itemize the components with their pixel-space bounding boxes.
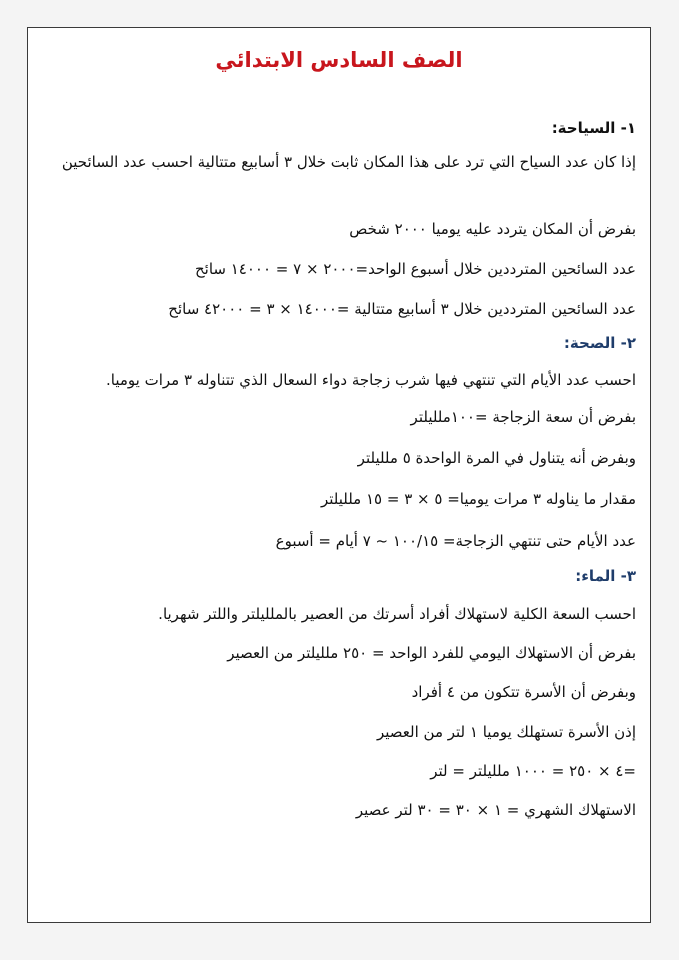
paragraph: احسب عدد الأيام التي تنتهي فيها شرب زجاجة دواء السعال الذي تتناوله ٣ مرات يوميا. xyxy=(106,371,636,389)
paragraph: بفرض أن سعة الزجاجة =١٠٠مللیلتر xyxy=(410,408,636,426)
section-heading-tourism: ١- السياحة: xyxy=(551,119,636,137)
paragraph: الاستهلاك الشهري = ١ × ٣٠ = ٣٠ لتر عصير xyxy=(355,801,636,819)
paragraph: إذا كان عدد السياح التي ترد على هذا المكان ثابت خلال ٣ أسابيع متتالية احسب عدد السائحين xyxy=(61,153,636,171)
section-heading-water: ٣- الماء: xyxy=(575,567,636,585)
document-page xyxy=(27,27,651,923)
paragraph: مقدار ما يناوله ٣ مرات يوميا= ٥ × ٣ = ١٥ مللیلتر xyxy=(320,490,636,508)
section-heading-health: ٢- الصحة: xyxy=(563,334,636,352)
paragraph: =٤ × ٢٥٠ = ١٠٠٠ مللیلتر = لتر xyxy=(430,762,636,780)
paragraph: عدد السائحين المترددين خلال أسبوع الواحد=٢٠٠٠ × ٧ = ١٤٠٠٠ سائح xyxy=(194,260,636,278)
paragraph: وبفرض أنه يتناول في المرة الواحدة ٥ مللیلتر xyxy=(357,449,636,467)
paragraph: إذن الأسرة تستهلك يوميا ١ لتر من العصير xyxy=(376,723,636,741)
paragraph: وبفرض أن الأسرة تتكون من ٤ أفراد xyxy=(411,683,636,701)
paragraph: بفرض أن الاستهلاك اليومي للفرد الواحد = ٢٥٠ مللیلتر من العصير xyxy=(227,644,636,662)
paragraph: عدد الأيام حتى تنتهي الزجاجة= ١٠٠/١٥ ~ ٧ أيام = أسبوع xyxy=(275,532,636,550)
page-title: الصف السادس الابتدائي xyxy=(215,48,463,72)
paragraph: عدد السائحين المترددين خلال ٣ أسابيع متتالية =١٤٠٠٠ × ٣ = ٤٢٠٠٠ سائح xyxy=(168,300,636,318)
paragraph: بفرض أن المكان يتردد عليه يوميا ٢٠٠٠ شخص xyxy=(349,220,636,238)
paragraph: احسب السعة الكلية لاستهلاك أفراد أسرتك من العصير بالمللیلتر واللتر شهريا. xyxy=(158,605,636,623)
